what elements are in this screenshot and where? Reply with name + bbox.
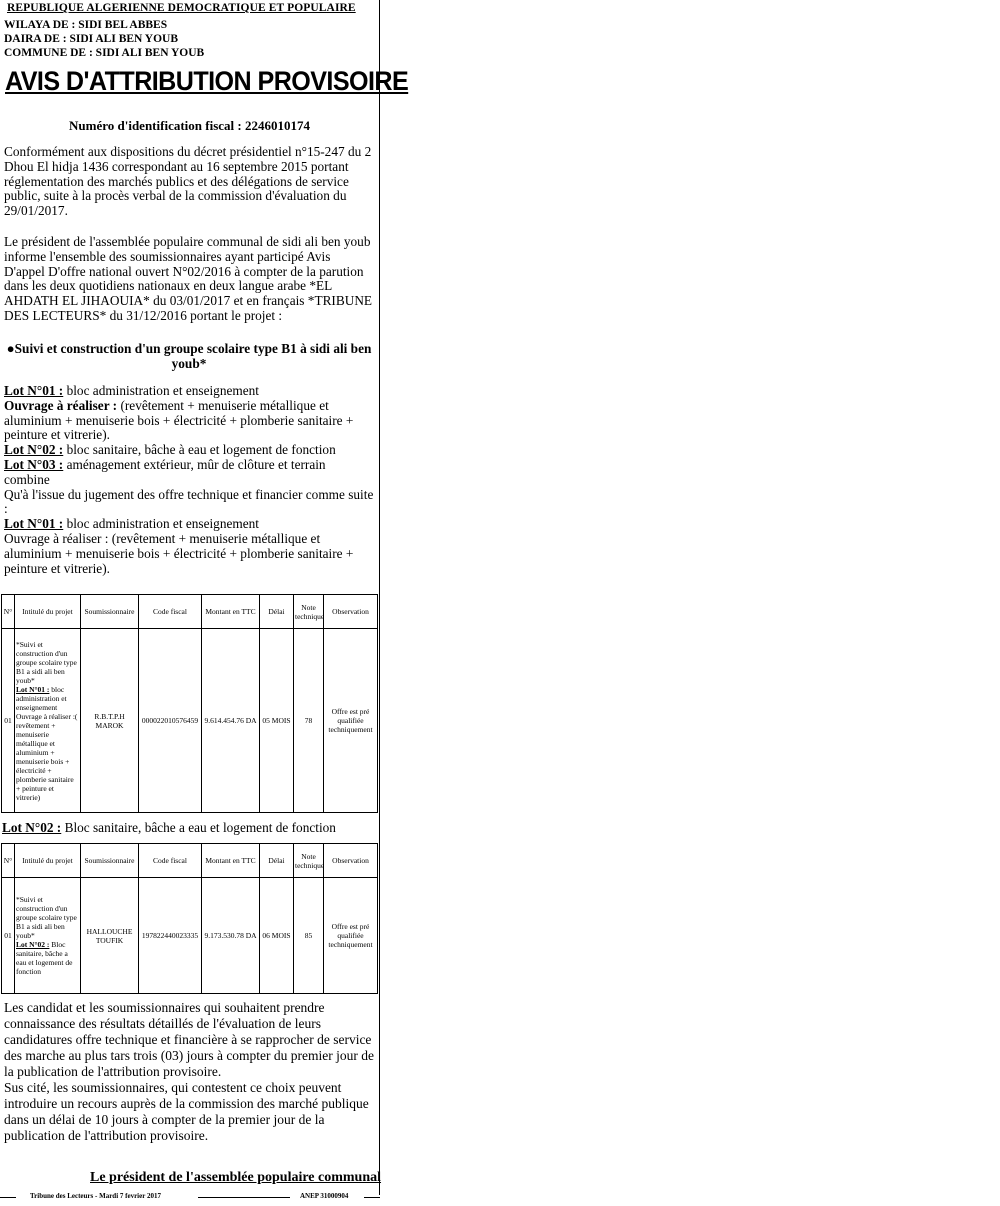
row-project (15, 629, 81, 813)
col-header-project: Intitulé du projet (15, 844, 81, 878)
row-observation: Offre est pré qualifiée techniquement (324, 878, 378, 994)
row-observation: Offre est pré qualifiée techniquement (324, 629, 378, 813)
lot3-label: Lot N°03 : (4, 456, 64, 472)
lot1b-line (4, 517, 374, 532)
footer-rule-right (364, 1197, 380, 1198)
signature: Le président de l'assemblée populaire communal (90, 1170, 382, 1185)
lot2-heading-label: Lot N°02 : (2, 820, 62, 835)
results-table-lot1 (1, 594, 378, 813)
row-project (15, 878, 81, 994)
wilaya-line: WILAYA DE : SIDI BEL ABBES (4, 19, 168, 31)
project-rest: bloc administration et enseignement Ouvrage à réaliser :( revêtement + menuiserie métallique et aluminium + menuiserie bois + électricité + plomberie sanitaire + peinture et vitrerie) (16, 684, 78, 802)
lot2-line (4, 443, 374, 458)
footer-rule-middle (198, 1197, 290, 1198)
project-lot-label: Lot N°02 : (16, 940, 50, 949)
table-row (2, 629, 378, 813)
lot1b-text: bloc administration et enseignement (63, 516, 259, 532)
row-bidder: R.B.T.P.H MAROK (81, 629, 139, 813)
col-header-tax-code: Code fiscal (139, 595, 202, 629)
row-bidder: HALLOUCHE TOUFIK (81, 878, 139, 994)
lot1-label: Lot N°01 : (4, 383, 64, 398)
lot1-line (4, 384, 374, 399)
announcement-text: Le président de l'assemblée populaire communal de sidi ali ben youb informe l'ensemble des soumissionnaires ayant participé Avis D'appel D'offre national ouvert N°02/2016 à compter de la parution dans les deux quotidiens nationaux en deux langue arabe *EL AHDATH EL JIHAOUIA* du 03/01/2017 et en français *TRIBUNE DES LECTEURS* du 31/12/2016 portant le projet : (4, 234, 373, 323)
intro-paragraph (4, 145, 374, 219)
closing-text-2: Sus cité, les soumissionnaires, qui contestent ce choix peuvent introduire un recours auprès de la commission des marché publique dans un délai de 10 jours à compter de la premier jour de la publication de l'attribution provisoire. (4, 1080, 369, 1143)
project-intro: *Suivi et construction d'un groupe scolaire type B1 a sidi ali ben youb* (16, 639, 77, 685)
col-header-amount: Montant en TTC (202, 844, 260, 878)
row-num: 01 (2, 629, 15, 813)
project-subject: ●Suivi et construction d'un groupe scolaire type B1 à sidi ali ben youb* (6, 341, 372, 371)
row-delay: 06 MOIS (260, 878, 294, 994)
footer-rule-left (0, 1197, 16, 1198)
col-header-bidder: Soumissionnaire (81, 844, 139, 878)
ouvrage-text: (revêtement + menuiserie métallique et aluminium + menuiserie bois + électricité + plomberie sanitaire + peinture et vitrerie). (4, 397, 354, 443)
lot1b-label: Lot N°01 : (4, 516, 64, 532)
footer-newspaper: Tribune des Lecteurs - Mardi 7 fevrier 2017 (30, 1192, 161, 1200)
col-header-num: N° (2, 595, 15, 629)
project-intro: *Suivi et construction d'un groupe scolaire type B1 a sidi ali ben youb* (16, 895, 77, 940)
lot2-text: bloc sanitaire, bâche à eau et logement de fonction (63, 442, 336, 458)
page-footer (0, 1192, 382, 1204)
announcement-paragraph (4, 235, 374, 324)
lot2-label: Lot N°02 : (4, 442, 64, 458)
col-header-observation: Observation (324, 844, 378, 878)
row-tax-code: 197822440023335 (139, 878, 202, 994)
row-delay: 05 MOIS (260, 629, 294, 813)
results-table-lot2 (1, 843, 378, 994)
col-header-delay: Délai (260, 844, 294, 878)
row-score: 85 (294, 878, 324, 994)
row-amount: 9.173.530.78 DA (202, 878, 260, 994)
daira-line: DAIRA DE : SIDI ALI BEN YOUB (4, 33, 179, 45)
closing-text-1: Les candidat et les soumissionnaires qui souhaitent prendre connaissance des résultats détaillés de l'évaluation de leurs candidatures offre technique et financière à se rapprocher de service des marche au plus tars trois (03) jours à compter du premier jour de la publication de l'attribution provisoire. (4, 1000, 375, 1079)
col-header-score: Note technique (294, 844, 324, 878)
ouvrage2-line: Ouvrage à réaliser : (revêtement + menuiserie métallique et aluminium + menuiserie bois + électricité + plomberie sanitaire + peinture et vitrerie). (4, 530, 354, 576)
col-header-observation: Observation (324, 595, 378, 629)
lot3-line (4, 458, 374, 488)
notice-title: AVIS D'ATTRIBUTION PROVISOIRE (5, 66, 409, 96)
col-header-score: Note technique (294, 595, 324, 629)
lot3-text: aménagement extérieur, mûr de clôture et terrain combine (4, 456, 326, 487)
ouvrage-line (4, 399, 374, 443)
col-header-amount: Montant en TTC (202, 595, 260, 629)
col-header-bidder: Soumissionnaire (81, 595, 139, 629)
tax-id-line: Numéro d'identification fiscal : 2246010174 (69, 118, 310, 133)
lot2-heading-text: Bloc sanitaire, bâche a eau et logement de fonction (61, 820, 336, 835)
republic-heading: REPUBLIQUE ALGERIENNE DEMOCRATIQUE ET POPULAIRE (7, 2, 356, 14)
table-row (2, 878, 378, 994)
col-header-tax-code: Code fiscal (139, 844, 202, 878)
project-lot-label: Lot N°01 : (16, 684, 50, 694)
row-score: 78 (294, 629, 324, 813)
row-tax-code: 000022010576459 (139, 629, 202, 813)
ouvrage-label: Ouvrage à réaliser : (4, 397, 118, 413)
judgement-line: Qu'à l'issue du jugement des offre technique et financier comme suite : (4, 486, 374, 517)
closing-section (4, 1000, 374, 1144)
footer-anep: ANEP 31000904 (300, 1192, 349, 1200)
col-header-project: Intitulé du projet (15, 595, 81, 629)
row-num: 01 (2, 878, 15, 994)
lot1-text: bloc administration et enseignement (63, 383, 259, 398)
row-amount: 9.614.454.76 DA (202, 629, 260, 813)
lot2-heading (2, 820, 336, 836)
lots-section (4, 384, 374, 576)
col-header-delay: Délai (260, 595, 294, 629)
intro-text: Conformément aux dispositions du décret présidentiel n°15-247 du 2 Dhou El hidja 1436 correspondant au 16 septembre 2015 portant réglementation des marchés publics et des délégations de service public, suite à la procès verbal de la commission d'évaluation du 29/01/2017. (4, 144, 372, 219)
commune-line: COMMUNE DE : SIDI ALI BEN YOUB (4, 47, 205, 59)
project-rest: Bloc sanitaire, bâche a eau et logement de fonction (16, 940, 73, 976)
col-header-num: N° (2, 844, 15, 878)
table-header-row (2, 844, 378, 878)
table-header-row (2, 595, 378, 629)
